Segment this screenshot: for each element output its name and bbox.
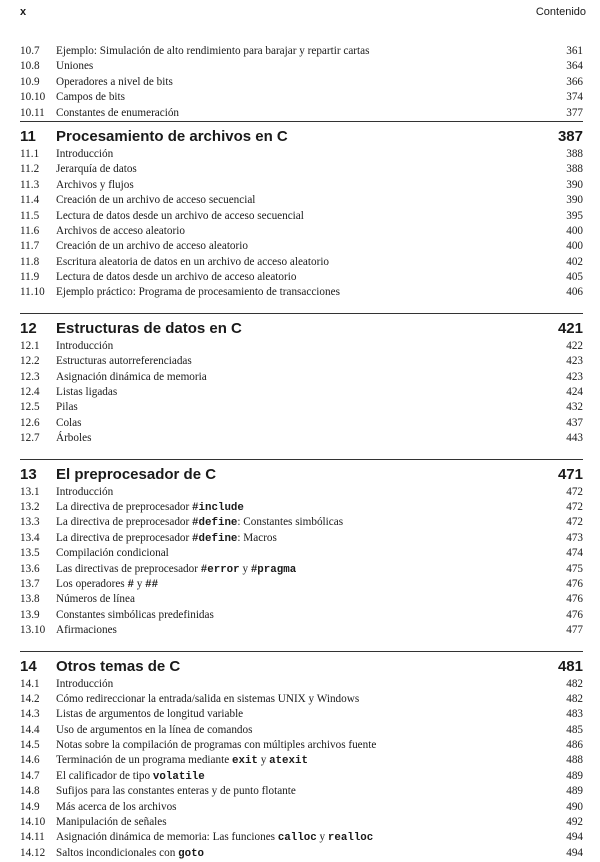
section-number: 13.10 xyxy=(20,624,46,637)
section-number: 14.2 xyxy=(20,692,40,705)
page-number: 494 xyxy=(566,846,583,859)
page-number: 476 xyxy=(566,593,583,606)
running-title: Contenido xyxy=(535,6,586,18)
code-keyword: # xyxy=(127,578,134,591)
title-text: Colas xyxy=(56,416,82,429)
section-title xyxy=(56,815,167,830)
chapter-title: Otros temas de C xyxy=(56,657,181,675)
section-number: 14.1 xyxy=(20,677,40,690)
section-number: 11.6 xyxy=(20,224,40,237)
toc-entry[interactable] xyxy=(20,162,583,177)
title-text: : Macros xyxy=(237,531,277,544)
title-text: Constantes simbólicas predefinidas xyxy=(56,608,214,621)
section-number: 11.9 xyxy=(20,271,40,284)
title-text: y xyxy=(257,754,270,767)
section-number: 14.11 xyxy=(20,831,45,844)
title-text: Las directivas de preprocesador xyxy=(56,562,201,575)
page-number: 477 xyxy=(566,624,583,637)
page-number: 406 xyxy=(566,286,583,299)
section-title xyxy=(56,769,205,785)
title-text: Creación de un archivo de acceso aleatorio xyxy=(56,240,248,253)
section-number: 12.1 xyxy=(20,339,40,352)
section-number: 13.1 xyxy=(20,485,40,498)
page-number: 388 xyxy=(566,147,583,160)
section-title xyxy=(56,485,113,500)
title-text: Constantes de enumeración xyxy=(56,106,180,119)
title-text: Campos de bits xyxy=(56,91,125,104)
section-number: 11.3 xyxy=(20,178,40,191)
page-number: 423 xyxy=(566,370,583,383)
section-number: 14.7 xyxy=(20,769,40,782)
title-text: Pilas xyxy=(56,401,78,414)
title-text: Uso de argumentos en la línea de comandos xyxy=(56,723,253,736)
section-title xyxy=(56,800,177,815)
section-title xyxy=(56,416,81,431)
section-number: 14.12 xyxy=(20,846,46,859)
section-number: 14.3 xyxy=(20,708,40,721)
page-number: 361 xyxy=(566,45,583,57)
chapter-heading[interactable] xyxy=(20,459,583,484)
section-number: 13.5 xyxy=(20,547,40,560)
title-text: Listas de argumentos de longitud variable xyxy=(56,708,244,721)
chapter-number: 11 xyxy=(20,127,36,145)
section-title xyxy=(56,370,207,385)
section-title xyxy=(56,723,252,738)
section-title xyxy=(56,562,296,578)
toc-entry[interactable] xyxy=(20,500,583,515)
section-title xyxy=(56,162,137,177)
title-text: Los operadores xyxy=(56,577,128,590)
toc-entry[interactable] xyxy=(20,255,583,270)
page-number: 366 xyxy=(566,75,583,88)
page-number: 475 xyxy=(566,562,583,575)
section-title xyxy=(56,270,296,285)
toc-entry[interactable] xyxy=(20,815,583,830)
section-title xyxy=(56,178,134,193)
page-number: 424 xyxy=(566,386,583,399)
title-text: y xyxy=(133,577,146,590)
page-number: 422 xyxy=(566,339,583,352)
continuation-section xyxy=(20,44,583,121)
section-number: 13.8 xyxy=(20,593,40,606)
section-number: 12.7 xyxy=(20,432,40,445)
title-text: Escritura aleatoria de datos en un archivo de acceso aleatorio xyxy=(56,255,330,268)
chapter-section xyxy=(20,459,583,639)
title-text: Uniones xyxy=(56,60,94,73)
section-title xyxy=(56,623,117,638)
section-title xyxy=(56,239,248,254)
toc-entry[interactable] xyxy=(20,354,583,369)
section-title xyxy=(56,255,329,270)
page-number: 443 xyxy=(566,432,583,445)
page-number: x xyxy=(20,6,27,18)
title-text: y xyxy=(316,831,328,844)
title-text: Manipulación de señales xyxy=(56,816,167,829)
section-number: 10.9 xyxy=(20,75,40,88)
toc-entry[interactable] xyxy=(20,90,583,105)
page-number: 472 xyxy=(566,485,583,498)
toc-entry[interactable] xyxy=(20,677,583,692)
title-text: Ejemplo: Simulación de alto rendimiento para barajar y repartir cartas xyxy=(56,45,370,57)
chapter-number: 14 xyxy=(20,657,37,675)
page-number: 432 xyxy=(566,401,583,414)
code-keyword: #pragma xyxy=(250,563,297,576)
section-title xyxy=(56,608,214,623)
title-text: Sufijos para las constantes enteras y de punto flotante xyxy=(56,785,296,798)
section-number: 13.2 xyxy=(20,500,40,513)
title-text: : Constantes simbólicas xyxy=(237,516,344,529)
toc-entry[interactable] xyxy=(20,193,583,208)
section-title xyxy=(56,193,255,208)
title-text: Archivos de acceso aleatorio xyxy=(56,224,185,237)
toc-entry[interactable] xyxy=(20,623,583,638)
toc-entry[interactable] xyxy=(20,707,583,722)
title-text: Notas sobre la compilación de programas con múltiples archivos fuente xyxy=(56,739,377,752)
section-number: 14.9 xyxy=(20,800,40,813)
code-keyword: ## xyxy=(145,578,159,591)
chapter-section xyxy=(20,651,583,862)
chapter-title: Procesamiento de archivos en C xyxy=(56,127,288,145)
section-title xyxy=(56,106,179,121)
toc-entry[interactable] xyxy=(20,546,583,561)
toc-entry[interactable] xyxy=(20,385,583,400)
section-title xyxy=(56,75,173,90)
code-keyword: exit xyxy=(231,755,258,768)
section-number: 12.4 xyxy=(20,386,40,399)
toc-entry[interactable] xyxy=(20,515,583,530)
toc-entry[interactable] xyxy=(20,416,583,431)
page-number: 494 xyxy=(566,831,583,844)
page-number: 390 xyxy=(566,194,583,207)
chapter-title: Estructuras de datos en C xyxy=(56,319,242,337)
section-number: 11.4 xyxy=(20,194,40,207)
title-text: Introducción xyxy=(56,485,114,498)
page-number: 388 xyxy=(566,163,583,176)
section-number: 13.7 xyxy=(20,577,40,590)
code-keyword: volatile xyxy=(152,770,205,783)
section-title xyxy=(56,515,343,531)
title-text: Introducción xyxy=(56,677,114,690)
code-keyword: realloc xyxy=(327,832,374,845)
section-number: 10.7 xyxy=(20,45,40,57)
toc-entry[interactable] xyxy=(20,485,583,500)
toc-entry[interactable] xyxy=(20,400,583,415)
section-number: 13.9 xyxy=(20,608,40,621)
page-number: 483 xyxy=(566,708,583,721)
chapter-section xyxy=(20,313,583,447)
code-keyword: goto xyxy=(178,847,205,860)
toc-entry[interactable] xyxy=(20,44,583,59)
section-title xyxy=(56,784,296,799)
toc-entry[interactable] xyxy=(20,592,583,607)
title-text: Lectura de datos desde un archivo de acceso secuencial xyxy=(56,209,304,222)
section-title xyxy=(56,44,369,59)
title-text: Cómo redireccionar la entrada/salida en sistemas UNIX y Windows xyxy=(56,692,360,705)
chapter-heading[interactable] xyxy=(20,313,583,338)
title-text: Jerarquía de datos xyxy=(56,163,137,176)
toc-entry[interactable] xyxy=(20,531,583,546)
toc-entry[interactable] xyxy=(20,431,583,446)
page-number: 405 xyxy=(566,271,583,284)
chapter-page: 421 xyxy=(557,319,583,337)
page-number: 482 xyxy=(566,692,583,705)
section-title xyxy=(56,577,158,593)
section-number: 14.8 xyxy=(20,785,40,798)
title-text: Introducción xyxy=(56,339,114,352)
page-number: 482 xyxy=(566,677,583,690)
page-number: 488 xyxy=(566,754,583,767)
section-title xyxy=(56,224,185,239)
section-title xyxy=(56,285,340,300)
section-number: 14.6 xyxy=(20,754,40,767)
chapter-number: 13 xyxy=(20,465,37,483)
section-title xyxy=(56,90,125,105)
title-text: Árboles xyxy=(56,432,92,445)
page-number: 476 xyxy=(566,577,583,590)
section-title xyxy=(56,354,192,369)
title-text: Afirmaciones xyxy=(56,624,117,637)
chapter-section xyxy=(20,121,583,301)
page-number: 364 xyxy=(566,60,583,73)
toc-entry[interactable] xyxy=(20,270,583,285)
chapter-page: 387 xyxy=(557,127,583,145)
toc-entry[interactable] xyxy=(20,370,583,385)
page-number: 473 xyxy=(566,531,583,544)
chapter-heading[interactable] xyxy=(20,121,583,146)
toc-entry[interactable] xyxy=(20,608,583,623)
section-title xyxy=(56,846,204,862)
section-number: 11.1 xyxy=(20,147,40,160)
code-keyword: #define xyxy=(192,532,238,545)
section-title xyxy=(56,592,135,607)
section-number: 12.3 xyxy=(20,370,40,383)
page-number: 485 xyxy=(566,723,583,736)
toc-entry[interactable] xyxy=(20,147,583,162)
page-number: 492 xyxy=(566,816,583,829)
toc-entry[interactable] xyxy=(20,224,583,239)
section-number: 11.7 xyxy=(20,240,40,253)
section-number: 14.4 xyxy=(20,723,40,736)
page-header xyxy=(20,6,586,22)
section-number: 11.10 xyxy=(20,286,45,299)
title-text: Compilación condicional xyxy=(56,547,169,560)
section-title xyxy=(56,59,93,74)
page-number: 423 xyxy=(566,355,583,368)
section-number: 12.5 xyxy=(20,401,40,414)
table-of-contents xyxy=(20,44,583,861)
title-text: Estructuras autorreferenciadas xyxy=(56,355,192,368)
section-title xyxy=(56,431,91,446)
toc-entry[interactable] xyxy=(20,178,583,193)
page-number: 402 xyxy=(566,255,583,268)
title-text: La directiva de preprocesador xyxy=(56,516,193,529)
page-number: 486 xyxy=(566,739,583,752)
title-text: La directiva de preprocesador xyxy=(56,500,193,513)
toc-entry[interactable] xyxy=(20,562,583,577)
section-title xyxy=(56,546,169,561)
section-number: 10.11 xyxy=(20,106,45,119)
section-number: 10.8 xyxy=(20,60,40,73)
code-keyword: #error xyxy=(200,563,240,576)
section-title xyxy=(56,707,243,722)
title-text: Terminación de un programa mediante xyxy=(56,754,232,767)
toc-entry[interactable] xyxy=(20,753,583,768)
section-title xyxy=(56,677,113,692)
code-keyword: #include xyxy=(192,501,244,514)
title-text: Introducción xyxy=(56,147,114,160)
chapter-page: 481 xyxy=(557,657,583,675)
page-number: 400 xyxy=(566,224,583,237)
code-keyword: atexit xyxy=(269,755,308,768)
section-title xyxy=(56,753,308,769)
toc-entry[interactable] xyxy=(20,723,583,738)
toc-entry[interactable] xyxy=(20,75,583,90)
title-text: Saltos incondicionales con xyxy=(56,846,179,859)
page-number: 474 xyxy=(566,547,583,560)
section-title xyxy=(56,385,117,400)
code-keyword: #define xyxy=(192,517,238,530)
section-title xyxy=(56,531,277,547)
page-number: 437 xyxy=(566,416,583,429)
title-text: Asignación dinámica de memoria xyxy=(56,370,207,383)
page-number: 390 xyxy=(566,178,583,191)
chapter-heading[interactable] xyxy=(20,651,583,676)
section-title xyxy=(56,738,376,753)
section-number: 11.8 xyxy=(20,255,40,268)
page-number: 489 xyxy=(566,785,583,798)
toc-entry[interactable] xyxy=(20,209,583,224)
title-text: Operadores a nivel de bits xyxy=(56,75,173,88)
section-title xyxy=(56,400,78,415)
section-number: 11.5 xyxy=(20,209,40,222)
page-number: 489 xyxy=(566,769,583,782)
title-text: y xyxy=(239,562,251,575)
section-number: 11.2 xyxy=(20,163,40,176)
section-number: 12.2 xyxy=(20,355,40,368)
title-text: Creación de un archivo de acceso secuencial xyxy=(56,194,256,207)
page-number: 476 xyxy=(566,608,583,621)
section-number: 13.4 xyxy=(20,531,40,544)
section-number: 14.5 xyxy=(20,739,40,752)
title-text: Números de línea xyxy=(56,593,135,606)
page-number: 400 xyxy=(566,240,583,253)
toc-entry[interactable] xyxy=(20,239,583,254)
section-number: 13.3 xyxy=(20,516,40,529)
title-text: Ejemplo práctico: Programa de procesamiento de transacciones xyxy=(56,286,340,299)
page-number: 374 xyxy=(566,91,583,104)
section-title xyxy=(56,339,113,354)
toc-entry[interactable] xyxy=(20,784,583,799)
section-number: 10.10 xyxy=(20,91,46,104)
page-number: 472 xyxy=(566,516,583,529)
title-text: Más acerca de los archivos xyxy=(56,800,177,813)
toc-entry[interactable] xyxy=(20,285,583,300)
title-text: Archivos y flujos xyxy=(56,178,134,191)
toc-entry[interactable] xyxy=(20,577,583,592)
code-keyword: calloc xyxy=(277,832,317,845)
chapters-list xyxy=(20,121,583,861)
toc-entry[interactable] xyxy=(20,830,583,845)
section-title xyxy=(56,830,373,846)
section-number: 14.10 xyxy=(20,816,46,829)
section-number: 12.6 xyxy=(20,416,40,429)
chapter-number: 12 xyxy=(20,319,37,337)
title-text: Lectura de datos desde un archivo de acceso aleatorio xyxy=(56,271,297,284)
page-number: 377 xyxy=(566,106,583,119)
toc-entry[interactable] xyxy=(20,738,583,753)
section-number: 13.6 xyxy=(20,562,40,575)
chapter-title: El preprocesador de C xyxy=(56,465,217,483)
toc-entry[interactable] xyxy=(20,692,583,707)
section-title xyxy=(56,147,113,162)
page-number: 490 xyxy=(566,800,583,813)
toc-entry[interactable] xyxy=(20,339,583,354)
toc-entry[interactable] xyxy=(20,106,583,121)
section-title xyxy=(56,692,359,707)
toc-entry[interactable] xyxy=(20,800,583,815)
toc-entry[interactable] xyxy=(20,846,583,861)
chapter-page: 471 xyxy=(557,465,583,483)
page-number: 472 xyxy=(566,500,583,513)
toc-entry[interactable] xyxy=(20,59,583,74)
section-title xyxy=(56,209,304,224)
title-text: El calificador de tipo xyxy=(56,769,153,782)
section-title xyxy=(56,500,244,516)
title-text: La directiva de preprocesador xyxy=(56,531,193,544)
title-text: Listas ligadas xyxy=(56,386,118,399)
title-text: Asignación dinámica de memoria: Las funciones xyxy=(56,831,278,844)
toc-entry[interactable] xyxy=(20,769,583,784)
page-number: 395 xyxy=(566,209,583,222)
